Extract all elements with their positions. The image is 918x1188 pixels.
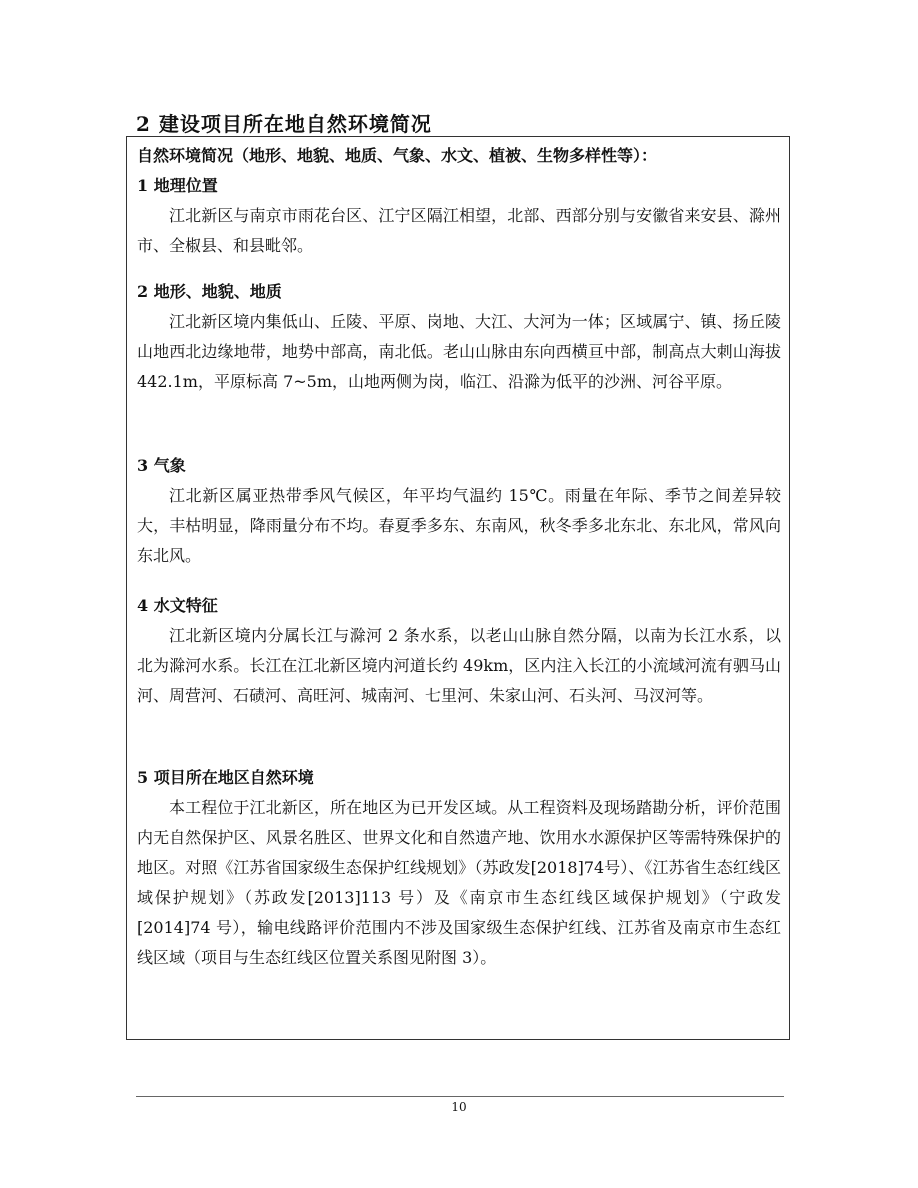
section-text-terrain: 江北新区境内集低山、丘陵、平原、岗地、大江、大河为一体；区域属宁、镇、扬丘陵山地西北边缘地带，地势中部高，南北低。老山山脉由东向西横亘中部，制高点大刺山海拔 442.1m，平原标高 7~5m，山地两侧为岗，临江、沿滁为低平的沙洲、河谷平原。 xyxy=(137,312,781,391)
section-heading-terrain: 2 地形、地貌、地质 xyxy=(137,282,282,301)
section-text-hydrology: 江北新区境内分属长江与滁河 2 条水系，以老山山脉自然分隔，以南为长江水系，以北为滁河水系。长江在江北新区境内河道长约 49km，区内注入长江的小流域河流有驷马山河、周营河、石碛河、高旺河、城南河、七里河、朱家山河、石头河、马汊河等。 xyxy=(137,626,781,705)
box-heading: 自然环境简况（地形、地貌、地质、气象、水文、植被、生物多样性等）： xyxy=(137,146,658,165)
section-heading-climate: 3 气象 xyxy=(137,456,186,475)
section-heading-hydrology: 4 水文特征 xyxy=(137,596,218,615)
section-text-climate: 江北新区属亚热带季风气候区，年平均气温约 15℃。雨量在年际、季节之间差异较大，丰枯明显，降雨量分布不均。春夏季多东、东南风，秋冬季多北东北、东北风，常风向东北风。 xyxy=(137,486,781,565)
page-number: 10 xyxy=(451,1100,467,1114)
natural-environment-box xyxy=(126,136,790,1040)
footer-rule xyxy=(136,1096,784,1097)
section-heading-project-environment: 5 项目所在地区自然环境 xyxy=(137,768,314,787)
section-heading-location: 1 地理位置 xyxy=(137,176,218,195)
section-text-location: 江北新区与南京市雨花台区、江宁区隔江相望，北部、西部分别与安徽省来安县、滁州市、全椒县、和县毗邻。 xyxy=(137,206,781,255)
section-text-project-environment: 本工程位于江北新区，所在地区为已开发区域。从工程资料及现场踏勘分析，评价范围内无自然保护区、风景名胜区、世界文化和自然遗产地、饮用水水源保护区等需特殊保护的地区。对照《江苏省国家级生态保护红线规划》（苏政发[2018]74号）、《江苏省生态红线区域保护规划》（苏政发[2013]113 号）及《南京市生态红线区域保护规划》（宁政发[2014]74 号），输电线路评价范围内不涉及国家级生态保护红线、江苏省及南京市生态红线区域（项目与生态红线区位置关系图见附图 3）。 xyxy=(137,798,781,967)
page-title: 2 建设项目所在地自然环境简况 xyxy=(136,112,432,136)
